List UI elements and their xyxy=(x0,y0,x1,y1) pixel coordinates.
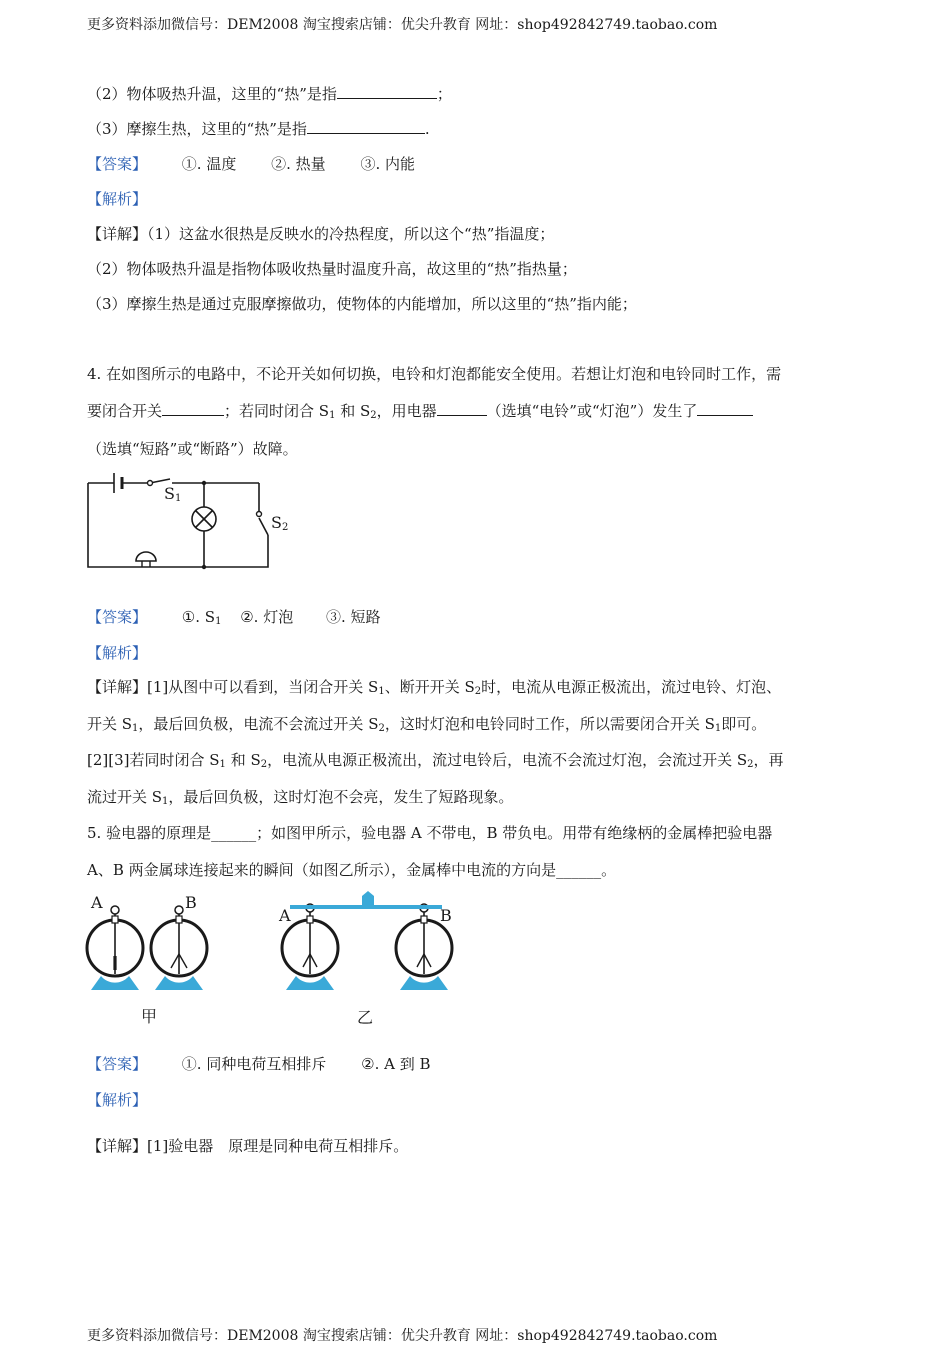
answer-tag: 【答案】 xyxy=(87,608,148,626)
q4-sub: 2 xyxy=(370,410,377,421)
q5-line-1: 5. 验电器的原理是______；如图甲所示，验电器 A 不带电，B 带负电。用带有绝缘柄的金属棒把验电器 xyxy=(87,824,773,842)
q3-line-3-end: . xyxy=(424,120,430,138)
q5-answer-1: ①. 同种电荷互相排斥 xyxy=(181,1055,327,1073)
q4-text-c: 和 S xyxy=(335,402,371,420)
q3-blank-2 xyxy=(337,84,437,99)
page-footer: 更多资料添加微信号：DEM2008 淘宝搜索店铺：优尖升教育 网址：shop492842749.taobao.com xyxy=(87,1328,718,1344)
q5-detail-1-text: [1]验电器 原理是同种电荷互相排斥。 xyxy=(147,1137,409,1155)
q3-analysis-tag: 【解析】 xyxy=(87,190,148,208)
fig-label-a-yi: A xyxy=(279,906,291,925)
fig-label-a-jia: A xyxy=(91,893,103,912)
q4-text-a: 要闭合开关 xyxy=(87,402,163,420)
q4-detail-3: [2][3]若同时闭合 $S_1$ 和 $S_2$，电流从电源正极流出，流过电铃后，电流不会流过灯泡，会流过开关 $S_2$，再 xyxy=(87,751,784,770)
q4-sub: 1 xyxy=(215,616,222,627)
fig-label-yi: 乙 xyxy=(357,1008,374,1027)
q4-answer-1: ①. S xyxy=(181,608,216,626)
fig-label-b-jia: B xyxy=(185,893,197,912)
q4-text-d: ，用电器 xyxy=(376,402,437,420)
q3-blank-3 xyxy=(307,119,425,134)
q5-analysis-tag: 【解析】 xyxy=(87,1091,148,1109)
q3-answer-3: ③. 内能 xyxy=(360,155,415,173)
q4-line-3: （选填“短路”或“断路”）故障。 xyxy=(87,440,298,458)
q3-answer-2: ②. 热量 xyxy=(271,155,326,173)
electroscope-diagram xyxy=(84,890,464,995)
q4-sub: 1 xyxy=(329,410,336,421)
detail-tag: 【详解】 xyxy=(87,678,148,696)
q3-detail-3: （3）摩擦生热是通过克服摩擦做功，使物体的内能增加，所以这里的“热”指内能； xyxy=(87,295,637,313)
circuit-diagram xyxy=(84,465,299,577)
q3-line-2-text: （2）物体吸热升温，这里的“热”是指 xyxy=(87,85,337,103)
q4-detail-4: 流过开关 $S_1$，最后回负极，这时灯泡不会亮，发生了短路现象。 xyxy=(87,788,514,807)
q3-answer xyxy=(87,153,415,174)
q3-line-3-text: （3）摩擦生热，这里的“热”是指 xyxy=(87,120,307,138)
q4-answer-2: ②. 灯泡 xyxy=(240,608,294,626)
fig-label-jia: 甲 xyxy=(141,1007,158,1026)
q4-detail-2: 开关 $S_1$，最后回负极，电流不会流过开关 $S_2$，这时灯泡和电铃同时工作，所以需要闭合开关 $S_1$即可。 xyxy=(87,715,767,734)
q3-detail-1 xyxy=(87,223,554,244)
q4-detail-1: 【详解】[1]从图中可以看到，当闭合开关 $S_1$、断开开关 $S_2$时，电流从电源正极流出，流过电铃、灯泡、 xyxy=(87,678,782,697)
q3-line-3 xyxy=(87,118,430,139)
q5-detail-1 xyxy=(87,1135,408,1156)
q4-text-b: ；若同时闭合 S xyxy=(224,402,330,420)
switch-s1-label: $S_1$ xyxy=(164,484,182,504)
q4-text-e: （选填“电铃”或“灯泡”）发生了 xyxy=(486,402,698,420)
q4-blank-2 xyxy=(437,401,487,416)
detail-tag: 【详解】 xyxy=(87,225,148,243)
q4-blank-1 xyxy=(162,401,224,416)
q4-line-1: 4. 在如图所示的电路中，不论开关如何切换，电铃和灯泡都能安全使用。若想让灯泡和电铃同时工作，需 xyxy=(87,365,782,383)
answer-tag: 【答案】 xyxy=(87,1055,148,1073)
q3-detail-2: （2）物体吸热升温是指物体吸收热量时温度升高，故这里的“热”指热量； xyxy=(87,260,577,278)
q4-line-2 xyxy=(87,400,753,421)
q4-analysis-tag: 【解析】 xyxy=(87,644,148,662)
q5-answer-2: ②. A 到 B xyxy=(361,1055,431,1073)
q5-answer xyxy=(87,1053,431,1074)
q4-answer-3: ③. 短路 xyxy=(325,608,381,626)
q3-detail-1-text: （1）这盆水很热是反映水的冷热程度，所以这个“热”指温度； xyxy=(147,225,555,243)
detail-tag: 【详解】 xyxy=(87,1137,148,1155)
q4-blank-3 xyxy=(697,401,753,416)
answer-tag: 【答案】 xyxy=(87,155,148,173)
q5-line-2: A、B 两金属球连接起来的瞬间（如图乙所示），金属棒中电流的方向是______。 xyxy=(87,861,617,879)
page-header: 更多资料添加微信号：DEM2008 淘宝搜索店铺：优尖升教育 网址：shop492842749.taobao.com xyxy=(87,17,718,33)
q3-answer-1: ①. 温度 xyxy=(181,155,237,173)
q3-line-2 xyxy=(87,83,452,104)
q4-answer xyxy=(87,606,381,627)
q3-line-2-end: ； xyxy=(436,85,452,103)
fig-label-b-yi: B xyxy=(440,906,452,925)
switch-s2-label: $S_2$ xyxy=(271,513,289,533)
